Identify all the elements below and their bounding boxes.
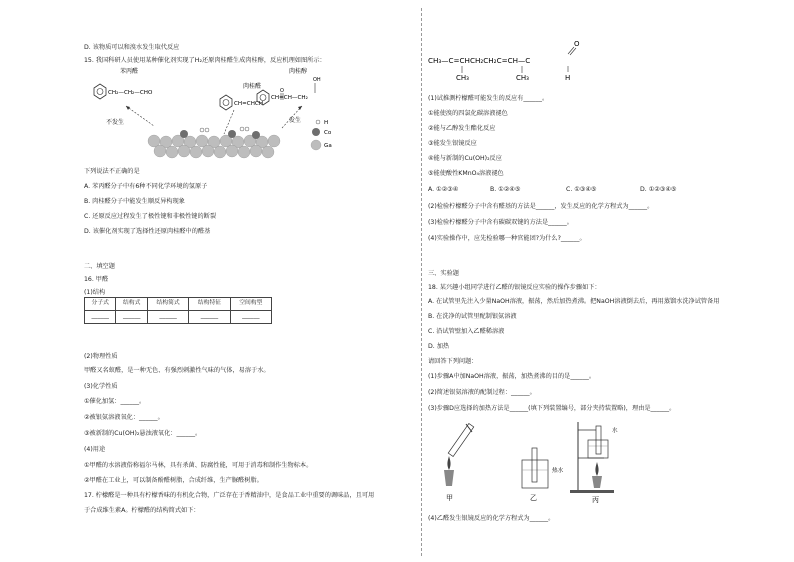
q16-physical-properties: 甲醛又名蚁醛，是一种无色、有强烈刺激性气味的气体，易溶于水。: [84, 367, 270, 374]
cinnamaldehyde-o: O: [280, 88, 284, 94]
label-benzenepropanal: 苯丙醛: [119, 68, 139, 75]
label-occurs: 发生: [289, 117, 302, 124]
q17-item-5: ⑤能使酸性KMnO₄溶液褪色: [428, 170, 504, 177]
q16-use-1: ①甲醛的水溶液俗称福尔马林，具有杀菌、防腐性能，可用于消毒和制作生物标本。: [84, 462, 313, 469]
table-row: [85, 298, 272, 311]
table-header-cell: 结构简式: [147, 298, 188, 311]
q18-step-c: C. 沿试管壁加入乙醛稀溶液: [428, 328, 505, 335]
q17-option-d: D. ①②③④⑤: [640, 186, 677, 193]
table-blank-cell: ______: [116, 311, 147, 324]
q15-option-c: C. 还原反应过程发生了极性键和非极性键的断裂: [84, 213, 217, 220]
citral-structure: [428, 36, 588, 84]
citral-ch3-2: CH₃: [516, 74, 529, 82]
q18-part3: (3)步骤D应选择的加热方法是______(填下列装置编号，部分夹持装置略)，理由是______。: [428, 405, 676, 412]
q18-part1: (1)步骤A中加NaOH溶液，振荡，加热煮沸的目的是______。: [428, 373, 596, 380]
q16-part2: (2)物理性质: [84, 353, 118, 360]
table-header-cell: 空间构型: [230, 298, 271, 311]
formula-cinnamyl-alcohol: CH=CH—CH₂: [271, 95, 308, 101]
table-blank-cell: ______: [189, 311, 230, 324]
q15-stem: 15. 我国科研人员使用某种催化剂实现了H₂还原肉桂醛生成肉桂醇，反应机理如图所示：: [84, 57, 326, 64]
q16-part1: (1)结构: [84, 289, 106, 296]
q15-option-b: B. 肉桂醛分子中能发生顺反异构现象: [84, 198, 185, 205]
q15-option-a: A. 苯丙醛分子中有6种不同化学环境的氢原子: [84, 183, 208, 190]
q17-option-c: C. ①③④⑤: [566, 186, 597, 193]
label-hot-water: 热水: [552, 468, 564, 474]
label-jia: 甲: [446, 494, 453, 502]
table-row: [85, 311, 272, 324]
q17-part3: (3)检验柠檬醛分子中含有碳碳双键的方法是______。: [428, 219, 573, 226]
formula-cinnamaldehyde: CH=CHCH: [234, 101, 264, 107]
column-divider: [421, 8, 422, 556]
citral-ch3-1: CH₃: [456, 74, 469, 82]
label-no-reaction: 不发生: [106, 119, 125, 126]
q17-item-1: ①能使溴的四氯化碳溶液褪色: [428, 110, 508, 117]
table-blank-cell: ______: [230, 311, 271, 324]
apparatus-bing: [570, 422, 618, 504]
label-cinnamyl-alcohol: 肉桂醇: [288, 68, 308, 75]
q15-prompt: 下列说法不正确的是: [84, 168, 140, 175]
q18-step-d: D. 加热: [428, 343, 450, 350]
section-fill-in-heading: 二、填空题: [84, 263, 115, 270]
citral-backbone: CH₃—C=CHCH₂CH₂C=CH—C: [428, 56, 531, 65]
q17-part2: (2)检验柠檬醛分子中含有醛基的方法是______，发生反应的化学方程式为______。: [428, 203, 654, 210]
table-header-cell: 分子式: [85, 298, 116, 311]
apparatus-yi: [522, 448, 564, 502]
q16-part3: (3)化学性质: [84, 383, 118, 390]
table-blank-cell: ______: [85, 311, 116, 324]
citral-o: O: [574, 40, 580, 48]
citral-h: H: [565, 74, 571, 82]
legend-h: H: [324, 120, 329, 126]
label-bing: 丙: [592, 496, 599, 504]
label-yi: 乙: [530, 494, 537, 502]
legend-ga: Ga: [324, 143, 332, 149]
q17-part4: (4)实验操作中，应先检验哪一种官能团?为什么?______。: [428, 235, 586, 242]
q18-step-b: B. 在洗净的试管里配制银氨溶液: [428, 313, 517, 320]
q18-prompt: 请回答下列问题：: [428, 358, 478, 365]
section-experiment-heading: 三、实验题: [428, 270, 459, 277]
formula-benzenepropanal: CH₂—CH₂—CHO: [108, 90, 153, 96]
q16-part4: (4)用途: [84, 446, 106, 453]
reaction-mechanism-diagram: [84, 66, 384, 162]
label-water: 水: [612, 428, 618, 434]
q17-option-b: B. ①②④⑤: [490, 186, 521, 193]
q18-part2: (2)简述银氨溶液的配制过程：______。: [428, 389, 536, 396]
table-header-cell: 结构特征: [189, 298, 230, 311]
q17-stem-line2: 于合成维生素A。柠檬醛的结构简式如下：: [84, 507, 200, 514]
q16-silver-ammonia: ②被银氨溶液氧化：______。: [84, 414, 164, 421]
table-header-cell: 结构式: [116, 298, 147, 311]
q16-hydrogenation: ①催化加氢：______。: [84, 398, 146, 405]
cinnamyl-alcohol-oh: OH: [313, 77, 321, 83]
label-cinnamaldehyde: 肉桂醛: [242, 83, 262, 90]
q14-option-d: D. 该物质可以和溴水发生取代反应: [84, 44, 180, 51]
heating-apparatus-diagram: [428, 418, 668, 506]
q18-part4: (4)乙醛发生银镜反应的化学方程式为______。: [428, 515, 555, 522]
q15-option-d: D. 该催化剂实现了选择性还原肉桂醛中的醛基: [84, 228, 211, 235]
legend-co: Co: [324, 130, 332, 136]
formaldehyde-structure-table: [84, 297, 272, 324]
q17-part1: (1)试推测柠檬醛可能发生的反应有______。: [428, 95, 549, 102]
q16-use-2: ②甲醛在工业上，可以制备酚醛树脂，合成纤维，生产脲醛树脂。: [84, 477, 263, 484]
q18-stem: 18. 某兴趣小组同学进行乙醛的银镜反应实验的操作步骤如下：: [428, 284, 601, 291]
q16-copper-hydroxide: ③被新制的Cu(OH)₂悬浊液氧化：______。: [84, 430, 202, 437]
q17-item-4: ④能与新制的Cu(OH)₂反应: [428, 155, 502, 162]
q17-option-a: A. ①②③④: [428, 186, 459, 193]
q18-step-a: A. 在试管里先注入少量NaOH溶液，振荡，然后加热煮沸。把NaOH溶液倒去后，再用蒸馏水洗净试管备用: [428, 298, 720, 305]
table-blank-cell: ______: [147, 311, 188, 324]
q17-stem-line1: 17. 柠檬醛是一种具有柠檬香味的有机化合物，广泛存在于香精油中，是食品工业中重要的调味品，且可用: [84, 492, 375, 499]
q16-title: 16. 甲醛: [84, 276, 109, 283]
apparatus-jia: [444, 424, 474, 502]
q17-item-2: ②能与乙醇发生酯化反应: [428, 125, 496, 132]
q17-item-3: ③能发生银镜反应: [428, 140, 477, 147]
